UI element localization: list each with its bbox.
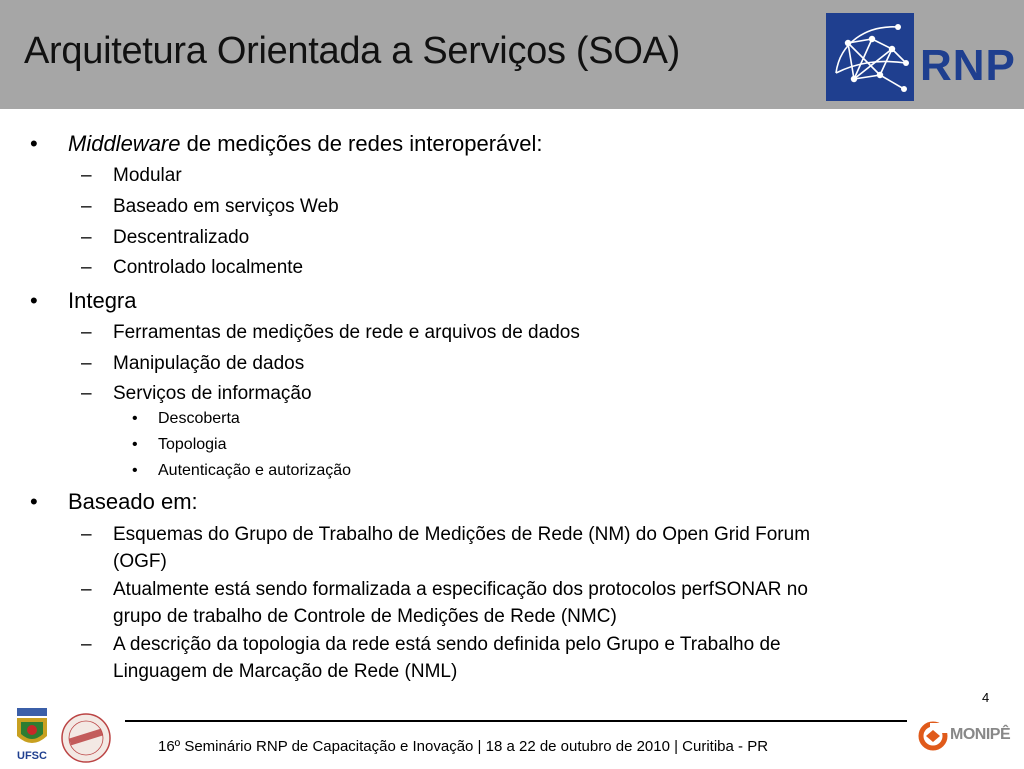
dash-icon: – <box>81 353 92 374</box>
sub-bullet-item <box>81 193 339 220</box>
ufsc-logo <box>12 706 52 762</box>
sub-bullet-text-line: A descrição da topologia da rede está sendo definida pelo Grupo e Trabalho de <box>113 634 781 655</box>
dash-icon: – <box>81 227 92 248</box>
bullet-icon: • <box>30 489 38 514</box>
monipe-wordmark: MONIPÊ <box>950 726 1011 743</box>
sub-bullet-text: Descentralizado <box>113 227 250 248</box>
dash-icon: – <box>81 196 92 217</box>
dash-icon: – <box>81 524 92 545</box>
sub-bullet-text-line: (OGF) <box>113 551 167 572</box>
sub-bullet-item <box>81 319 580 346</box>
ufsc-wordmark: UFSC <box>17 750 47 762</box>
sub-bullet-text: Modular <box>113 165 182 186</box>
slide-title: Arquitetura Orientada a Serviços (SOA) <box>24 30 680 72</box>
sub-bullet-item <box>81 521 811 575</box>
sub-bullet-text: Controlado localmente <box>113 257 304 278</box>
bullet-text: Integra <box>68 288 137 313</box>
sub-bullet-text-line: Atualmente está sendo formalizada a especificação dos protocolos perfSONAR no <box>113 579 808 600</box>
sub-sub-bullet-item <box>132 436 227 454</box>
monipe-logo <box>918 716 1014 756</box>
universidade-salvador-seal <box>60 712 112 764</box>
footer-event-text: 16º Seminário RNP de Capacitação e Inovação | 18 a 22 de outubro de 2010 | Curitiba - PR <box>158 738 769 755</box>
rnp-logo <box>826 13 1016 103</box>
sub-bullet-text-line: Linguagem de Marcação de Rede (NML) <box>113 661 458 682</box>
bullet-text: de medições de redes interoperável: <box>180 131 543 156</box>
sub-sub-bullet-text: Descoberta <box>158 410 240 427</box>
bullet-item <box>30 489 198 515</box>
rnp-globe-icon <box>826 13 914 101</box>
middleware-term: Middleware <box>68 131 181 156</box>
page-number: 4 <box>982 690 990 705</box>
sub-bullet-text: Serviços de informação <box>113 383 312 404</box>
sub-bullet-item <box>81 631 781 685</box>
sub-bullet-text: Ferramentas de medições de rede e arquivos de dados <box>113 322 580 343</box>
dash-icon: – <box>81 579 92 600</box>
dash-icon: – <box>81 322 92 343</box>
bullet-text: Baseado em: <box>68 489 198 514</box>
dash-icon: – <box>81 634 92 655</box>
bullet-item <box>30 288 137 314</box>
sub-sub-bullet-text: Topologia <box>158 436 227 453</box>
sub-bullet-item <box>81 254 304 281</box>
sub-sub-bullet-item <box>132 462 352 480</box>
sub-bullet-text-line: Esquemas do Grupo de Trabalho de Medições de Rede (NM) do Open Grid Forum <box>113 524 811 545</box>
sub-bullet-item <box>81 224 250 251</box>
bullet-icon: • <box>30 288 38 313</box>
sub-bullet-item <box>81 576 808 630</box>
sub-bullet-item <box>81 350 305 377</box>
sub-sub-bullet-text: Autenticação e autorização <box>158 462 352 479</box>
sub-sub-bullet-item <box>132 410 240 428</box>
dash-icon: – <box>81 383 92 404</box>
dash-icon: – <box>81 257 92 278</box>
sub-bullet-text: Baseado em serviços Web <box>113 196 339 217</box>
bullet-item <box>30 131 543 157</box>
sub-bullet-text-line: grupo de trabalho de Controle de Medições de Rede (NMC) <box>113 606 617 627</box>
dash-icon: – <box>81 165 92 186</box>
sub-bullet-item <box>81 162 182 189</box>
bullet-icon: • <box>132 410 138 427</box>
sub-bullet-item <box>81 380 312 407</box>
rnp-wordmark: RNP <box>920 41 1016 90</box>
bullet-icon: • <box>132 436 138 453</box>
bullet-icon: • <box>132 462 138 479</box>
sub-bullet-text: Manipulação de dados <box>113 353 305 374</box>
footer-divider <box>125 720 907 722</box>
bullet-icon: • <box>30 131 38 156</box>
